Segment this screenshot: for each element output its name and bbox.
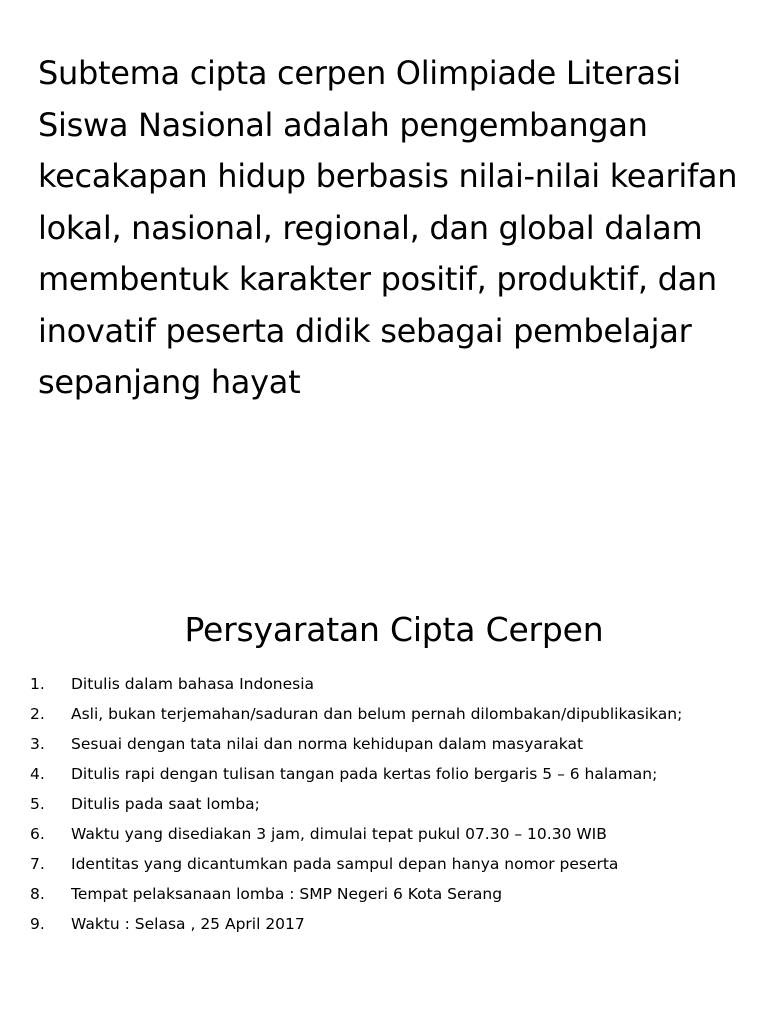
- requirement-item-5: [0, 792, 768, 816]
- requirement-item-8: [0, 882, 768, 906]
- requirement-number: 2.: [30, 705, 45, 723]
- requirement-item-3: [0, 732, 768, 756]
- requirement-text: Ditulis dalam bahasa Indonesia: [71, 675, 315, 693]
- requirement-text: Waktu yang disediakan 3 jam, dimulai tepat pukul 07.30 – 10.30 WIB: [71, 825, 607, 843]
- requirement-text: Tempat pelaksanaan lomba : SMP Negeri 6 Kota Serang: [71, 885, 503, 903]
- requirement-number: 5.: [30, 795, 45, 813]
- requirement-item-1: [0, 672, 768, 696]
- requirement-number: 8.: [30, 885, 45, 903]
- intro-paragraph: Subtema cipta cerpen Olimpiade Literasi Siswa Nasional adalah pengembangan kecakapan hidup berbasis nilai-nilai kearifan lokal, nasional, regional, dan global dalam membentuk karakter positif, produktif, dan inovatif peserta didik sebagai pembelajar sepanjang hayat: [38, 54, 738, 401]
- requirement-text: Sesuai dengan tata nilai dan norma kehidupan dalam masyarakat: [71, 735, 584, 753]
- requirement-number: 9.: [30, 915, 45, 933]
- requirement-number: 3.: [30, 735, 45, 753]
- requirement-item-7: [0, 852, 768, 876]
- requirement-text: Waktu : Selasa , 25 April 2017: [71, 915, 305, 933]
- requirement-text: Ditulis rapi dengan tulisan tangan pada kertas folio bergaris 5 – 6 halaman;: [71, 765, 658, 783]
- requirement-text: Identitas yang dicantumkan pada sampul depan hanya nomor peserta: [71, 855, 619, 873]
- requirement-item-4: [0, 762, 768, 786]
- requirement-number: 1.: [30, 675, 45, 693]
- intro-slide: [38, 48, 758, 409]
- requirement-number: 6.: [30, 825, 45, 843]
- requirement-text: Ditulis pada saat lomba;: [71, 795, 260, 813]
- requirement-item-2: [0, 702, 768, 726]
- requirements-slide: [0, 600, 768, 942]
- requirements-title: Persyaratan Cipta Cerpen: [184, 610, 604, 649]
- requirement-item-9: [0, 912, 768, 936]
- requirement-text: Asli, bukan terjemahan/saduran dan belum pernah dilombakan/dipublikasikan;: [71, 705, 683, 723]
- requirement-item-6: [0, 822, 768, 846]
- requirement-number: 7.: [30, 855, 45, 873]
- requirements-list: [0, 672, 768, 936]
- requirement-number: 4.: [30, 765, 45, 783]
